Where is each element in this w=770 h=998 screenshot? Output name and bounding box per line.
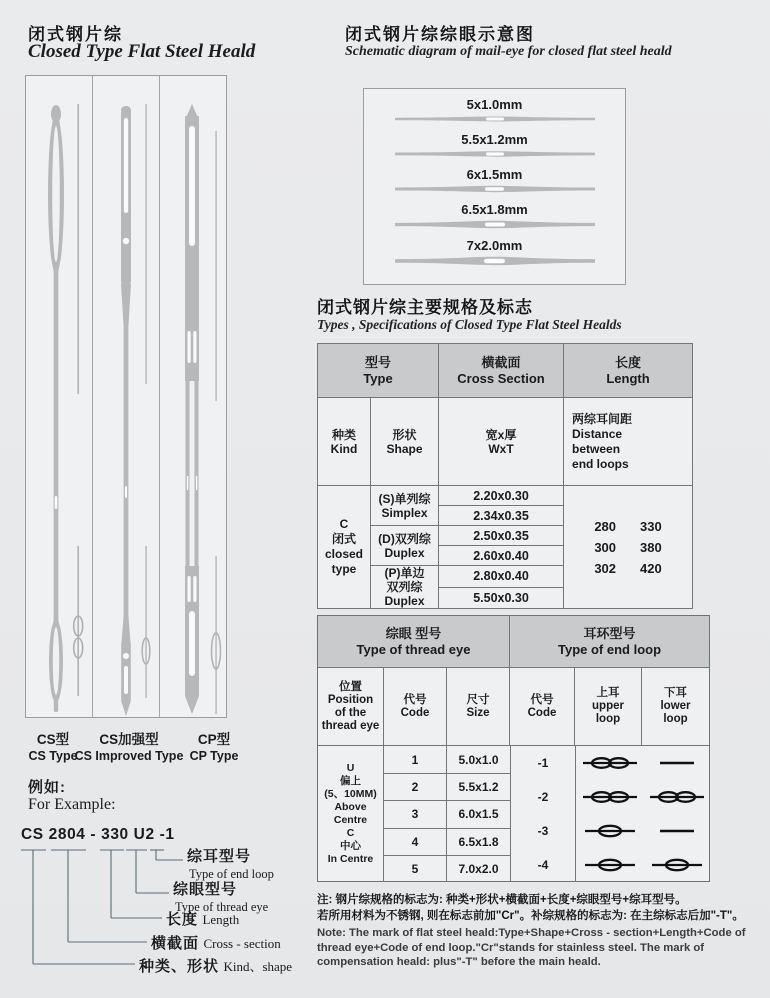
callout-kind-shape-zh: 种类、形状 (139, 958, 220, 975)
example-code: CS 2804 - 330 U2 -1 (21, 826, 175, 843)
eye-and-loop-table (317, 615, 710, 882)
col-header-eye-code: 代号 Code (384, 668, 447, 745)
col-header-distance: 两综耳间距 Distance between end loops (564, 398, 693, 486)
caption-cs-type-zh: CS型 (36, 732, 70, 747)
caption-cp-type (180, 732, 248, 764)
eye-size: 7.0x2.0 (447, 855, 510, 882)
length-value: 280 (594, 519, 617, 534)
eye-code: 3 (384, 800, 447, 827)
example-label-zh: 例如: (28, 779, 66, 796)
upper-loop-double-loop-icon (576, 780, 643, 814)
callout-cross-section-zh: 横截面 (151, 935, 200, 952)
callout-end-loop-en: Type of end loop (189, 867, 274, 881)
eye-row-3 (364, 167, 625, 195)
eye-size: 6.5x1.8 (447, 828, 510, 855)
eye-row-5 (364, 238, 625, 268)
col-header-kind: 种类 Kind (318, 398, 371, 486)
heald-strip-illustration (395, 148, 595, 160)
heald-figure-box (25, 75, 227, 718)
length-value: 300 (594, 540, 617, 555)
shape-single-side-duplex-cell: (P)单边 双列综 Duplex (371, 566, 439, 609)
eye-code: 5 (384, 855, 447, 882)
length-value: 380 (640, 540, 662, 555)
loop-code: -2 (511, 780, 576, 814)
callout-end-loop-zh: 综耳型号 (187, 848, 252, 865)
callout-cross-section-en: Cross - section (203, 936, 281, 951)
eye-size: 6.0x1.5 (447, 800, 510, 827)
length-value: 330 (640, 519, 662, 534)
group-header-thread-eye: 综眼 型号 Type of thread eye (318, 616, 510, 667)
caption-cs-type-en: CS Type (28, 749, 78, 763)
eye-size: 5.5x1.2 (447, 773, 510, 800)
caption-cp-type-en: CP Type (189, 749, 239, 763)
length-value: 302 (594, 561, 617, 576)
heald-strip-illustration (395, 254, 595, 268)
cross-section-value: 2.60x0.40 (439, 546, 564, 566)
col-header-cross-section: 横截面 Cross Section (439, 344, 564, 398)
col-header-shape: 形状 Shape (371, 398, 439, 486)
col-header-length: 长度 Length (564, 344, 693, 398)
eye-code: 4 (384, 828, 447, 855)
eye-row-1 (364, 97, 625, 125)
eye-size-label: 6.5x1.8mm (461, 202, 528, 217)
cross-section-value: 5.50x0.30 (439, 587, 564, 609)
heald-strip-illustration (395, 183, 595, 195)
cross-section-value: 2.80x0.40 (439, 566, 564, 588)
loop-code: -3 (511, 814, 576, 848)
eye-size: 5.0x1.0 (458, 752, 499, 767)
col-header-wxt: 宽x厚 WxT (439, 398, 564, 486)
note-zh-line1: 注: 钢片综规格的标志为: 种类+形状+横截面+长度+综眼型号+综耳型号。 (317, 894, 687, 906)
length-value: 420 (640, 561, 662, 576)
eye-diagram-title-en: Schematic diagram of mail-eye for closed flat steel heald (345, 44, 672, 59)
col-header-size: 尺寸 Size (447, 668, 510, 745)
lower-loop-single-loop-icon (643, 848, 710, 882)
spec-table (317, 343, 693, 609)
page-title-zh: 闭式钢片综 (28, 25, 123, 44)
upper-loop-single-loop-icon (576, 814, 643, 848)
cross-section-value: 2.50x0.35 (439, 526, 564, 546)
spec-title-zh: 闭式钢片综主要规格及标志 (317, 298, 533, 317)
callout-thread-eye-zh: 综眼型号 (173, 881, 238, 898)
callout-kind-shape (139, 955, 292, 976)
callout-length (166, 908, 239, 929)
callout-kind-shape-en: Kind、shape (223, 959, 293, 974)
group-header-end-loop: 耳环型号 Type of end loop (557, 625, 662, 657)
position-cell: U 偏上 (5、10MM) Above Centre C 中心 In Centre (318, 746, 384, 882)
caption-cp-type-zh: CP型 (197, 732, 231, 747)
kind-cell: C 闭式 closed type (318, 486, 371, 609)
heald-strip-illustration (395, 113, 595, 125)
lower-loop-straight-line-icon (643, 814, 710, 848)
caption-cs-improved-en: CS Improved Type (74, 749, 184, 763)
col-header-position: 位置 Position of the thread eye (318, 668, 384, 745)
note-block (317, 892, 765, 970)
heald-strip-illustration (395, 218, 595, 231)
heald-figure-illustration (26, 76, 226, 717)
loop-code: -4 (511, 848, 576, 882)
caption-cs-improved-zh: CS加强型 (99, 732, 159, 747)
shape-simplex-cell: (S)单列综 Simplex (371, 486, 439, 526)
callout-length-en: Length (202, 912, 240, 927)
spec-title-en: Types , Specifications of Closed Type Flat Steel Healds (317, 317, 622, 332)
eye-code: 1 (384, 746, 447, 773)
upper-loop-single-loop-icon (576, 848, 643, 882)
example-label-en: For Example: (28, 796, 116, 813)
eye-row-2 (364, 132, 625, 160)
col-header-type: 型号 Type (318, 344, 439, 398)
note-zh-line2: 若所用材料为不锈钢, 则在标志前加"Cr"。补综规格的标志为: 在主综标志后加"-T"。 (317, 910, 744, 922)
note-en: Note: The mark of flat steel heald:Type+Shape+Cross - section+Length+Code of thread eye+Code of end loop."Cr"stands for stainless steel. The mark of compensation heald: plus"-T" before the main heald. (317, 927, 746, 968)
cross-section-value: 2.34x0.35 (439, 506, 564, 526)
upper-loop-double-loop-icon (576, 746, 643, 780)
eye-row-4 (364, 202, 625, 231)
col-header-loop-code: 代号 Code (510, 668, 575, 745)
col-header-upper-loop: 上耳 upper loop (575, 668, 642, 745)
eye-diagram-title-zh: 闭式钢片综综眼示意图 (345, 25, 535, 44)
loop-code: -1 (511, 746, 576, 780)
callout-thread-eye-en: Type of thread eye (175, 900, 269, 914)
eye-size-label: 6x1.5mm (466, 167, 523, 182)
callout-cross-section (151, 932, 281, 953)
eye-size-label: 7x2.0mm (466, 238, 523, 253)
shape-duplex-cell: (D)双列综 Duplex (371, 526, 439, 566)
length-cell (564, 486, 693, 609)
lower-loop-straight-line-icon (643, 746, 710, 780)
lower-loop-double-loop-icon (643, 780, 710, 814)
caption-cs-improved-type (72, 732, 186, 764)
eye-size-label: 5.5x1.2mm (461, 132, 528, 147)
cross-section-value: 2.20x0.30 (439, 486, 564, 506)
callout-length-zh: 长度 (166, 911, 199, 928)
eye-size-label: 5x1.0mm (466, 97, 523, 112)
eye-code: 2 (384, 773, 447, 800)
page-title-en: Closed Type Flat Steel Heald (28, 41, 256, 62)
col-header-lower-loop: 下耳 lower loop (660, 687, 691, 725)
eye-diagram-box (363, 88, 626, 285)
